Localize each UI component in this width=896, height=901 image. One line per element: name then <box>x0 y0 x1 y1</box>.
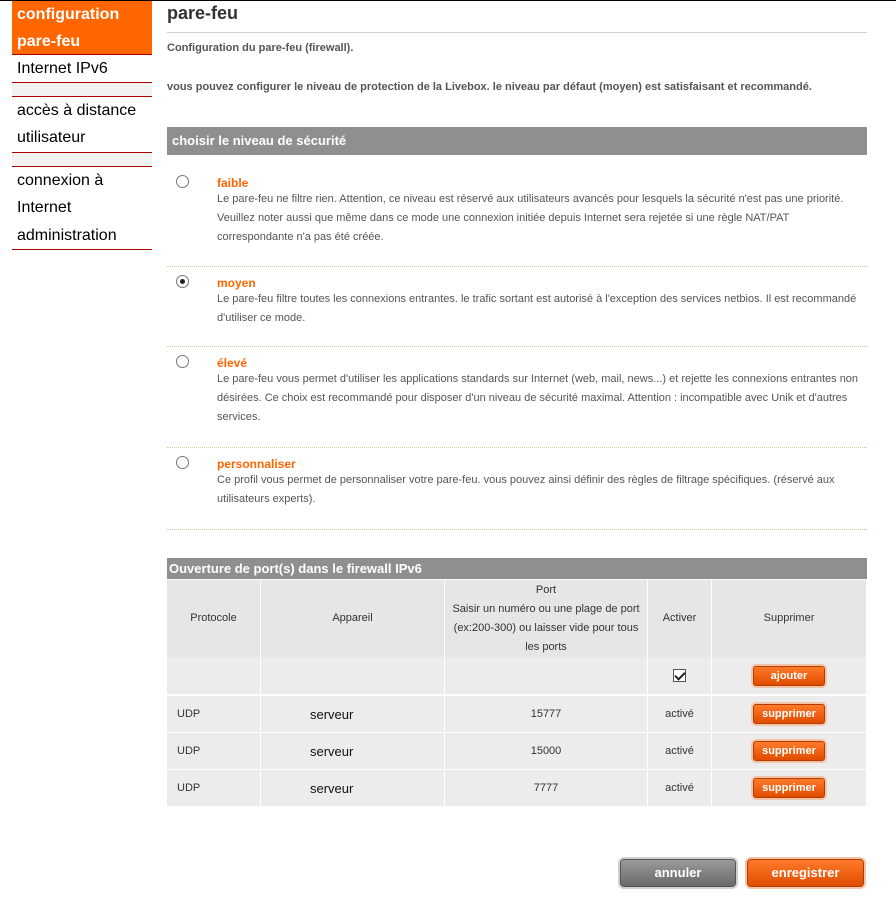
security-option-moyen <box>167 267 867 347</box>
cancel-button[interactable]: annuler <box>620 859 736 887</box>
security-option-personnaliser <box>167 448 867 530</box>
radio-personnaliser[interactable] <box>176 456 189 469</box>
sidebar-separator <box>12 153 152 167</box>
option-title: faible <box>217 176 249 190</box>
protocol-input[interactable] <box>167 657 261 696</box>
column-header-delete: Supprimer <box>712 579 867 657</box>
column-header-activate: Activer <box>648 579 712 657</box>
row-port: 15777 <box>445 696 648 733</box>
table-row <box>167 770 867 807</box>
sidebar <box>12 1 152 250</box>
sidebar-item-configuration-pare-feu[interactable]: configuration pare-feu <box>12 1 152 55</box>
option-description: Le pare-feu vous permet d'utiliser les applications standards sur Internet (web, mail, news...) et rejette les connexions entrantes non désirées. Ce choix est recommandé pour disposer d'un niveau de sécurité maximal. Attention : incompatible avec Unik et d'autres services. <box>217 373 859 423</box>
port-header-hint: Saisir un numéro ou une plage de port (ex:200-300) ou laisser vide pour tous les ports <box>452 602 640 653</box>
delete-rule-button[interactable]: supprimer <box>753 778 825 798</box>
row-status: activé <box>648 696 712 733</box>
add-rule-button[interactable]: ajouter <box>753 666 825 686</box>
page-title: pare-feu <box>167 3 867 33</box>
port-header-label: Port <box>535 583 557 596</box>
option-description: Le pare-feu ne filtre rien. Attention, ce niveau est réservé aux utilisateurs avancés pour lesquels la sécurité n'est pas une priorité. Veuillez noter aussi que même dans ce mode une connexion initiée depuis Internet sera rejetée si une règle NAT/PAT correspondante n'a pas été créée. <box>217 193 844 243</box>
row-status: activé <box>648 770 712 807</box>
device-input[interactable] <box>261 657 445 696</box>
row-protocol: UDP <box>167 733 261 770</box>
delete-rule-button[interactable]: supprimer <box>753 704 825 724</box>
column-header-protocol: Protocole <box>167 579 261 657</box>
save-button[interactable]: enregistrer <box>747 859 864 887</box>
sidebar-item-connexion-internet[interactable]: connexion à Internet <box>17 172 104 216</box>
radio-eleve[interactable] <box>176 355 189 368</box>
port-opening-heading: Ouverture de port(s) dans le firewall IPv6 <box>167 558 867 579</box>
sidebar-item-internet-ipv6[interactable]: Internet IPv6 <box>12 55 152 83</box>
table-row <box>167 733 867 770</box>
radio-faible[interactable] <box>176 175 189 188</box>
intro-text: vous pouvez configurer le niveau de protection de la Livebox. le niveau par défaut (moyen) est satisfaisant et recommandé. <box>167 81 812 93</box>
add-rule-row <box>167 657 867 696</box>
option-description: Le pare-feu filtre toutes les connexions entrantes. le trafic sortant est autorisé à l'exception des services netbios. Il est recommandé d'utiliser ce mode. <box>217 293 857 324</box>
option-title: élevé <box>217 356 248 370</box>
page-subtitle: Configuration du pare-feu (firewall). <box>167 42 354 54</box>
column-header-port <box>445 579 648 657</box>
column-header-device: Appareil <box>261 579 445 657</box>
row-port: 15000 <box>445 733 648 770</box>
option-title: moyen <box>217 276 256 290</box>
option-description: Ce profil vous permet de personnaliser votre pare-feu. vous pouvez ainsi définir des règles de filtrage spécifiques. (réservé aux utilisateurs experts). <box>217 474 835 505</box>
security-option-eleve <box>167 347 867 448</box>
row-protocol: UDP <box>167 696 261 733</box>
main-content <box>167 0 867 807</box>
activate-checkbox[interactable] <box>673 669 686 682</box>
row-device: serveur <box>261 733 445 770</box>
security-option-faible <box>167 155 867 267</box>
row-protocol: UDP <box>167 770 261 807</box>
sidebar-separator <box>12 83 152 97</box>
row-status: activé <box>648 733 712 770</box>
port-rules-table <box>167 579 867 807</box>
row-device: serveur <box>261 696 445 733</box>
option-title: personnaliser <box>217 457 296 471</box>
security-level-heading: choisir le niveau de sécurité <box>167 127 867 155</box>
table-row <box>167 696 867 733</box>
row-port: 7777 <box>445 770 648 807</box>
row-device: serveur <box>261 770 445 807</box>
sidebar-item-acces-a-distance[interactable]: accès à distance utilisateur <box>12 97 152 153</box>
radio-moyen[interactable] <box>176 275 189 288</box>
delete-rule-button[interactable]: supprimer <box>753 741 825 761</box>
port-input[interactable] <box>445 657 648 696</box>
sidebar-item-administration[interactable]: administration <box>12 222 152 250</box>
